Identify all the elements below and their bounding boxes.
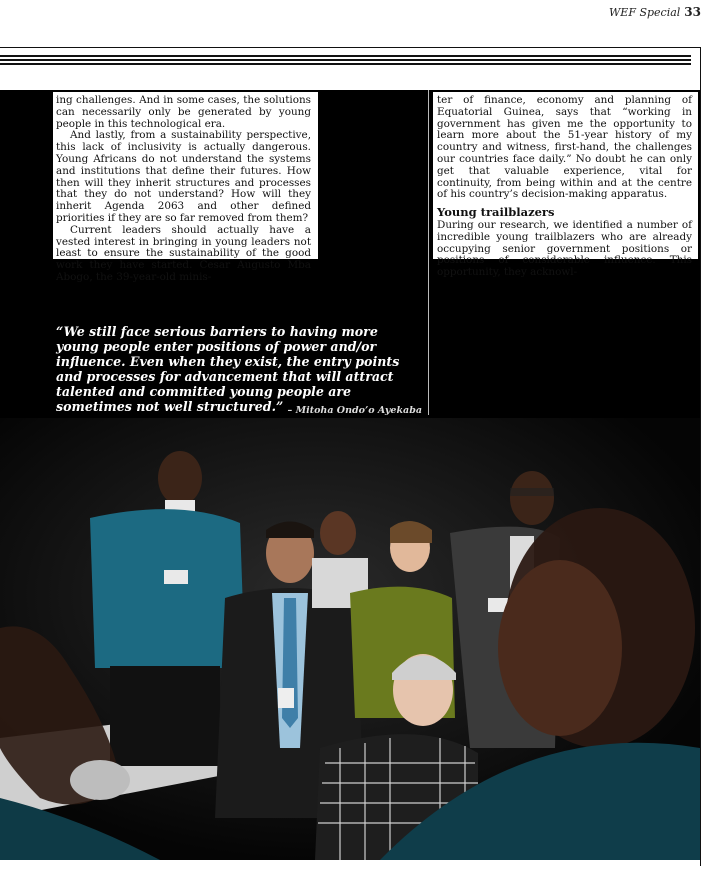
page-number: 33 (684, 5, 701, 19)
photo-illustration (0, 418, 700, 860)
section-subheading: Young trailblazers (437, 205, 555, 220)
paragraph: And lastly, from a sustainability perspective, this lack of inclusivity is actually dangerous. Young Africans do not understand the systems and institutions that define their futures. How then will they inherit structures and processes that they do not understand? How will they inherit Agenda 2063 and other defined priorities if they are so far removed from them? (56, 129, 311, 224)
article-column-left (56, 95, 311, 284)
paragraph: During our research, we identified a number of incredible young trailblazers who are already occupying senior government positions or positions of considerable influence. This opportunity, they acknowl- (437, 218, 692, 279)
frame-right-line (700, 47, 701, 866)
paragraph: Current leaders should actually have a vested interest in bringing in young leaders not least to ensure the sustainability of the good work they have started. Cesar Augusto Mba Abogo, the 39-year-old minis- (56, 223, 311, 283)
rule-2 (0, 59, 691, 61)
column-divider (428, 90, 429, 415)
running-header (609, 5, 701, 19)
frame-top-line (0, 47, 701, 48)
publication-name: WEF Special (608, 6, 681, 19)
paragraph: ing challenges. And in some cases, the solutions can necessarily only be generated by young people in this technological era. (56, 94, 311, 130)
article-column-right (437, 95, 692, 279)
paragraph: ter of finance, economy and planning of Equatorial Guinea, says that “working in government has given me the opportunity to learn more about the 51-year history of my country and witness, first-hand, the challenges our countries face daily.” No doubt he can only get that valuable experience, vital for continuity, from being within and at the centre of his country’s decision-making apparatus. (437, 94, 692, 201)
group-photo (0, 418, 700, 860)
rule-1 (0, 55, 691, 57)
pull-quote-attribution: – Mitoha Ondo’o Ayekaba (287, 405, 422, 416)
rule-3 (0, 63, 691, 65)
pull-quote: “We still face serious barriers to having more young people enter positions of power and/or influence. Even when they exist, the entry points and processes for advancement that will attract talented and committed young people are sometimes not well structured.” (56, 324, 400, 414)
